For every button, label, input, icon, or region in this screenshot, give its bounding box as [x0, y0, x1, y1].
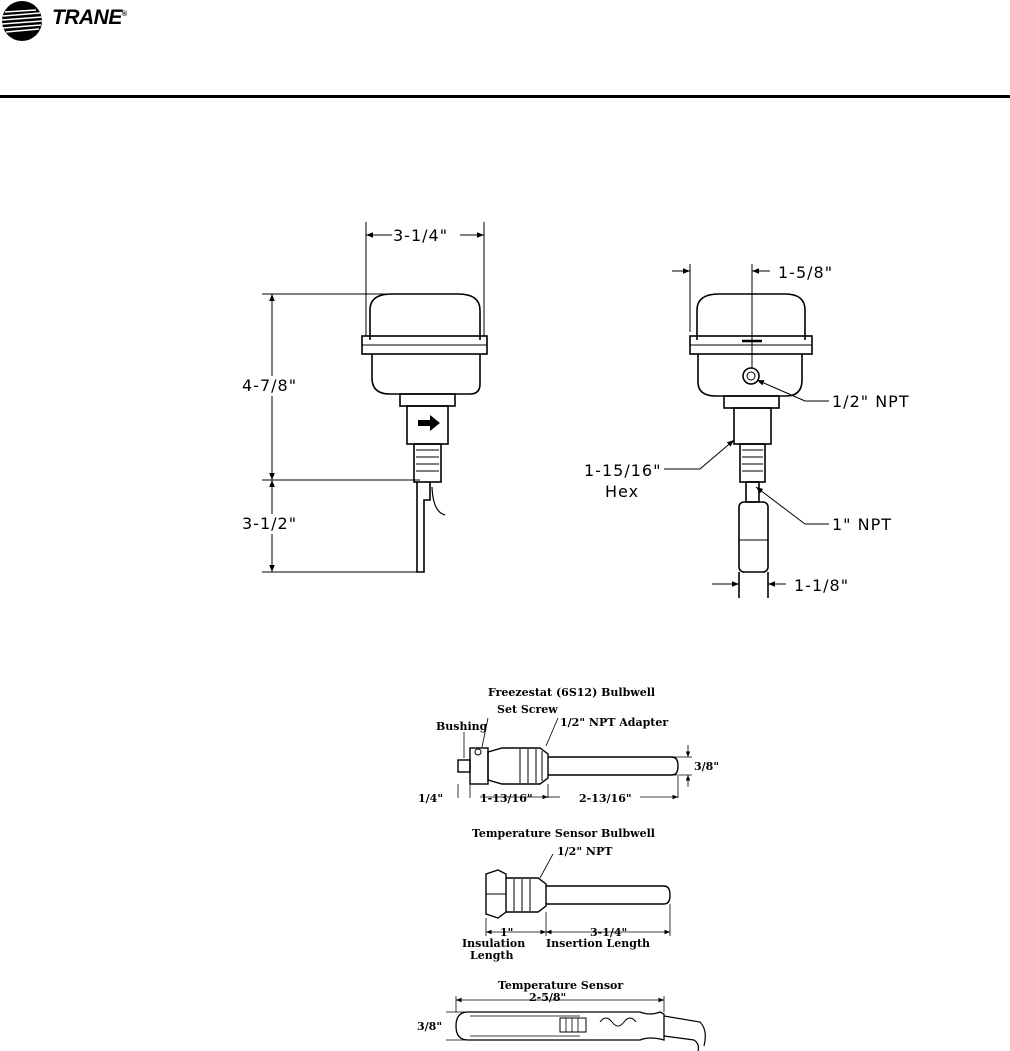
bushing-length-label: 1/4" [418, 792, 444, 805]
insulation-label: Insulation [462, 937, 526, 950]
freezestat-title: Freezestat (6S12) Bulbwell [488, 686, 656, 699]
brand-name: TRANE [52, 6, 122, 29]
adapter-length-label: 1-13/16" [480, 792, 533, 805]
bulbwell-npt-label: 1/2" NPT [557, 845, 613, 858]
flow-switch-side-view [362, 294, 487, 572]
sensor-length-label: 2-5/8" [529, 991, 567, 1004]
insertion-length-label: Insertion Length [546, 937, 651, 950]
width-dimension-label: 3-1/4" [393, 226, 449, 245]
height-dimension-label: 4-7/8" [242, 376, 298, 395]
insertion-dimension: 3-1/4" [590, 926, 628, 939]
freezestat-diameter-label: 3/8" [694, 760, 720, 773]
freezestat-dimensions [458, 718, 692, 798]
freezestat-bulbwell-drawing [458, 748, 678, 784]
hex-label: Hex [605, 482, 640, 501]
bushing-label: Bushing [436, 720, 488, 733]
insulation-length-label: Length [470, 949, 514, 962]
hex-size-label: 1-15/16" [584, 461, 662, 480]
half-width-dimension-label: 1-5/8" [778, 263, 834, 282]
insulation-dimension: 1" [500, 926, 514, 939]
paddle-length-label: 3-1/2" [242, 514, 298, 533]
flow-switch-front-view [690, 294, 812, 598]
temperature-sensor-bulbwell-drawing [486, 870, 670, 918]
temperature-sensor-drawing [456, 1012, 705, 1051]
registered-mark: ® [121, 11, 127, 18]
npt-adapter-label: 1/2" NPT Adapter [560, 716, 669, 729]
set-screw-label: Set Screw [497, 703, 558, 716]
sensor-title: Temperature Sensor [498, 979, 624, 992]
bulbwell-title: Temperature Sensor Bulbwell [472, 827, 655, 840]
conduit-connection-label: 1/2" NPT [832, 392, 910, 411]
well-length-label: 2-13/16" [579, 792, 632, 805]
sensor-diameter-label: 3/8" [417, 1020, 443, 1033]
paddle-width-label: 1-1/8" [794, 576, 850, 595]
thread-connection-label: 1" NPT [832, 515, 893, 534]
